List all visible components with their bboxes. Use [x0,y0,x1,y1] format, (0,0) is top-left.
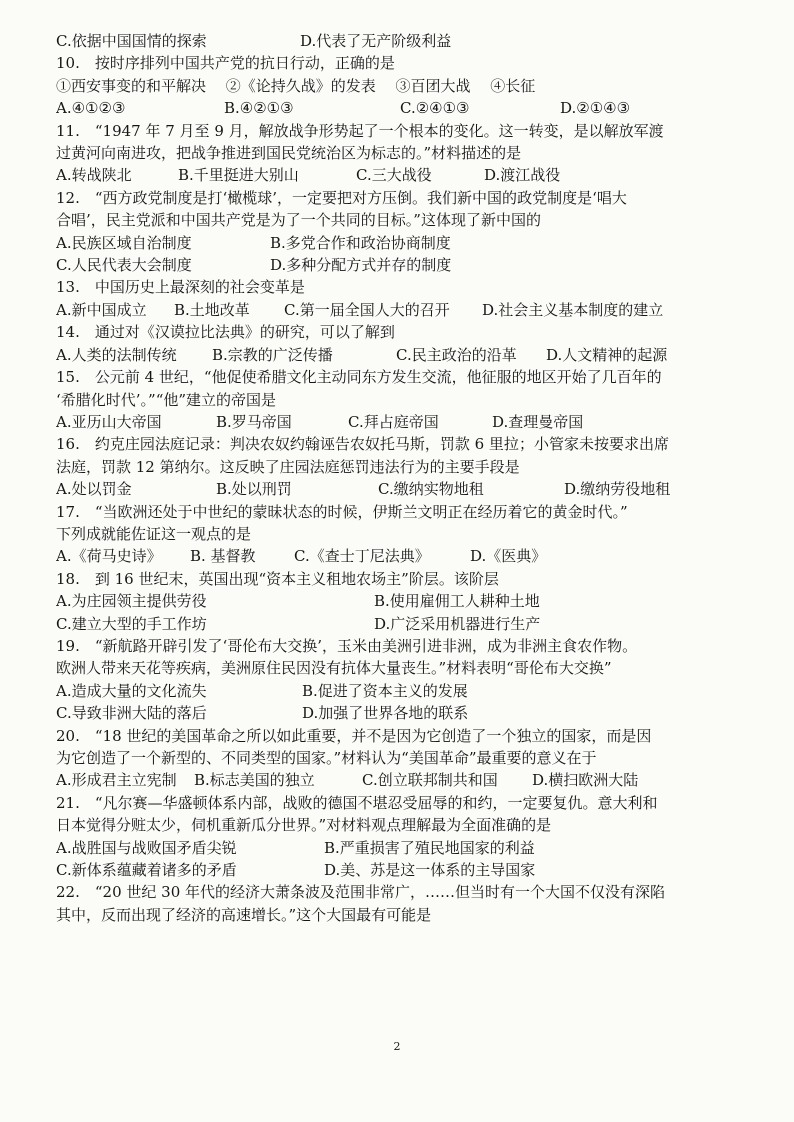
q21-stem-line-1: 21. “凡尔赛—华盛顿体系内部，战败的德国不堪忍受屈辱的和约，一定要复仇。意大利和 [56,793,658,812]
q15-option-a[interactable]: A.亚历山大帝国 [56,412,162,431]
q10-items: ①西安事变的和平解决 ②《论持久战》的发表 ③百团大战 ④长征 [56,76,536,95]
q10-stem: 10. 按时序排列中国共产党的抗日行动，正确的是 [56,54,395,73]
q20-option-a[interactable]: A.形成君主立宪制 [56,771,177,790]
q18-options-row-2 [56,613,734,635]
q21-option-b[interactable]: B.严重损害了殖民地国家的利益 [324,838,535,857]
q17-option-d[interactable]: D.《医典》 [470,547,547,566]
q14-option-c[interactable]: C.民主政治的沿革 [396,345,517,364]
q20-stem-line-1: 20. “18 世纪的美国革命之所以如此重要，并不是因为它创造了一个独立的国家，而是因 [56,726,652,745]
q21-stem-line-2: 日本觉得分赃太少，伺机重新瓜分世界。”对材料观点理解最为全面准确的是 [56,816,552,835]
q16-option-d[interactable]: D.缴纳劳役地租 [564,480,671,499]
q20-options [56,769,734,791]
q16-option-a[interactable]: A.处以罚金 [56,480,132,499]
q12-option-a[interactable]: A.民族区域自治制度 [56,233,192,252]
q21-option-a[interactable]: A.战胜国与战败国矛盾尖锐 [56,838,237,857]
q22-stem-line-1: 22. “20 世纪 30 年代的经济大萧条波及范围非常广，……但当时有一个大国不仅没有深陷 [56,883,666,902]
q17-option-c[interactable]: C.《查士丁尼法典》 [294,547,430,566]
q16-options [56,478,734,500]
q11-option-a[interactable]: A.转战陕北 [56,166,132,185]
q16-option-b[interactable]: B.处以刑罚 [216,480,292,499]
q11-stem-line-2: 过黄河向南进攻，把战争推进到国民党统治区为标志的。”材料描述的是 [56,144,522,163]
q9-option-c[interactable]: C.依据中国国情的探索 [56,32,207,50]
q10-option-a[interactable]: A.④①②③ [56,99,126,118]
q12-option-d[interactable]: D.多种分配方式并存的制度 [270,256,452,275]
q11-option-d[interactable]: D.渡江战役 [484,166,561,185]
q16-stem-line-1: 16. 约克庄园法庭记录：判决农奴约翰诬告农奴托马斯，罚款 6 里拉；小管家未按要求出席 [56,435,669,454]
q15-option-b[interactable]: B.罗马帝国 [216,412,292,431]
q18-stem: 18. 到 16 世纪末，英国出现“资本主义租地农场主”阶层。该阶层 [56,569,499,588]
q19-options-row-1 [56,680,734,702]
q11-option-b[interactable]: B.千里挺进大别山 [178,166,299,185]
q20-option-b[interactable]: B.标志美国的独立 [194,771,315,790]
q14-option-a[interactable]: A.人类的法制传统 [56,345,177,364]
q19-stem-line-2: 欧洲人带来天花等疾病，美洲原住民因没有抗体大量丧生。”材料表明“哥伦布大交换” [56,659,612,678]
q13-option-c[interactable]: C.第一届全国人大的召开 [284,300,450,319]
q20-option-c[interactable]: C.创立联邦制共和国 [362,771,498,790]
q18-option-a[interactable]: A.为庄园领主提供劳役 [56,592,207,611]
q19-option-d[interactable]: D.加强了世界各地的联系 [302,704,469,723]
q11-options [56,164,734,186]
q21-option-c[interactable]: C.新体系蕴藏着诸多的矛盾 [56,861,237,880]
q12-option-b[interactable]: B.多党合作和政治协商制度 [270,233,451,252]
q17-option-a[interactable]: A.《荷马史诗》 [56,547,162,566]
q17-option-b[interactable]: B. 基督教 [190,547,256,566]
q18-option-b[interactable]: B.使用雇佣工人耕种土地 [374,592,540,611]
q11-option-c[interactable]: C.三大战役 [356,166,432,185]
q12-options-row-2 [56,254,734,276]
q14-stem: 14. 通过对《汉谟拉比法典》的研究，可以了解到 [56,323,395,342]
q16-stem-line-2: 法庭，罚款 12 第纳尔。这反映了庄园法庭惩罚违法行为的主要手段是 [56,457,520,476]
q19-stem-line-1: 19. “新航路开辟引发了‘哥伦布大交换’，玉米由美洲引进非洲，成为非洲主食农作物。 [56,636,638,655]
page-number: 2 [393,1040,401,1053]
q19-option-b[interactable]: B.促进了资本主义的发展 [302,681,468,700]
q18-options-row-1 [56,590,734,612]
q19-options-row-2 [56,702,734,724]
q19-option-c[interactable]: C.导致非洲大陆的落后 [56,704,207,723]
q18-option-d[interactable]: D.广泛采用机器进行生产 [374,614,541,633]
q10-options [56,97,734,119]
q15-stem-line-1: 15. 公元前 4 世纪，“他促使希腊文化主动同东方发生交流，他征服的地区开始了几百年的 [56,368,662,387]
q21-option-d[interactable]: D.美、苏是这一体系的主导国家 [324,861,536,880]
q14-option-d[interactable]: D.人文精神的起源 [546,345,668,364]
q12-option-c[interactable]: C.人民代表大会制度 [56,256,192,275]
q17-stem-line-2: 下列成就能佐证这一观点的是 [56,524,252,543]
q18-option-c[interactable]: C.建立大型的手工作坊 [56,614,207,633]
q12-stem-line-2: 合唱’，民主党派和中国共产党是为了一个共同的目标。”这体现了新中国的 [56,211,541,230]
q21-options-row-2 [56,859,734,881]
q15-option-d[interactable]: D.查理曼帝国 [492,412,584,431]
q9-option-d[interactable]: D.代表了无产阶级利益 [300,32,452,50]
q13-options [56,299,734,321]
q10-option-b[interactable]: B.④②①③ [224,99,294,118]
q10-option-d[interactable]: D.②①④③ [560,99,631,118]
q13-option-b[interactable]: B.土地改革 [174,300,250,319]
q15-options [56,411,734,433]
q13-option-a[interactable]: A.新中国成立 [56,300,147,319]
q16-option-c[interactable]: C.缴纳实物地租 [378,480,484,499]
q12-stem-line-1: 12. “西方政党制度是打‘橄榄球’，一定要把对方压倒。我们新中国的政党制度是‘唱大 [56,188,627,207]
q15-option-c[interactable]: C.拜占庭帝国 [348,412,439,431]
q10-option-c[interactable]: C.②④①③ [400,99,470,118]
q13-stem: 13. 中国历史上最深刻的社会变革是 [56,278,305,297]
q17-stem-line-1: 17. “当欧洲还处于中世纪的蒙昧状态的时候，伊斯兰文明正在经历着它的黄金时代。” [56,502,628,521]
q14-option-b[interactable]: B.宗教的广泛传播 [212,345,333,364]
q20-stem-line-2: 为它创造了一个新型的、不同类型的国家。”材料认为“美国革命”最重要的意义在于 [56,749,597,767]
q14-options [56,344,734,366]
q12-options-row-1 [56,232,734,254]
q20-option-d[interactable]: D.横扫欧洲大陆 [532,771,639,790]
q19-option-a[interactable]: A.造成大量的文化流失 [56,681,207,700]
q21-options-row-1 [56,837,734,859]
q22-stem-line-2: 其中，反而出现了经济的高速增长。”这个大国最有可能是 [56,905,432,924]
q13-option-d[interactable]: D.社会主义基本制度的建立 [482,300,664,319]
q15-stem-line-2: ‘希腊化时代’。”“他”建立的帝国是 [56,390,277,409]
q9-options [56,30,734,52]
q17-options [56,545,734,567]
q11-stem-line-1: 11. “1947 年 7 月至 9 月，解放战争形势起了一个根本的变化。这一转变，是以解放军渡 [56,121,664,140]
